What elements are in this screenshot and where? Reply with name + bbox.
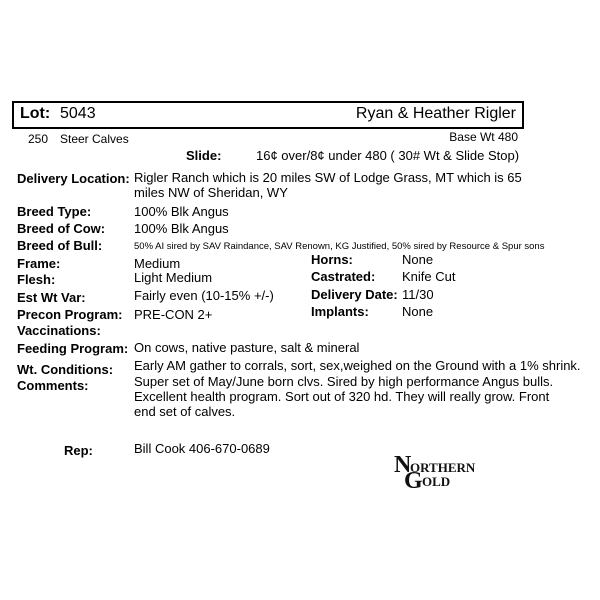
comments-label: Comments: xyxy=(17,378,89,393)
castrated-label: Castrated: xyxy=(311,269,376,284)
northern-gold-logo xyxy=(394,455,490,491)
lot-header-box xyxy=(12,101,524,129)
breed-of-bull-label: Breed of Bull: xyxy=(17,238,103,253)
est-wt-var-label: Est Wt Var: xyxy=(17,290,86,305)
base-weight: Base Wt 480 xyxy=(449,130,518,144)
cattle-description: Steer Calves xyxy=(60,132,129,146)
delivery-location-value: Rigler Ranch which is 20 miles SW of Lodge Grass, MT which is 65 miles NW of Sheridan, WY xyxy=(134,170,522,200)
breed-of-cow-label: Breed of Cow: xyxy=(17,221,106,236)
rep-label: Rep: xyxy=(64,443,93,458)
feeding-program-label: Feeding Program: xyxy=(17,341,129,356)
slide-value: 16¢ over/8¢ under 480 ( 30# Wt & Slide Stop) xyxy=(256,148,520,163)
head-count: 250 xyxy=(28,132,49,146)
rep-value: Bill Cook 406-670-0689 xyxy=(134,441,270,456)
logo-line2: OLD xyxy=(422,474,451,489)
precon-program-value: PRE-CON 2+ xyxy=(134,307,213,322)
logo-line1: ORTHERN xyxy=(410,460,476,475)
precon-program-label: Precon Program: xyxy=(17,307,123,322)
frame-value: Medium xyxy=(134,256,181,271)
logo-g-letter: G xyxy=(404,468,423,491)
frame-label: Frame: xyxy=(17,256,61,271)
seller-name: Ryan & Heather Rigler xyxy=(355,105,516,122)
delivery-date-label: Delivery Date: xyxy=(311,287,398,302)
flesh-value: Light Medium xyxy=(134,270,213,285)
breed-of-cow-value: 100% Blk Angus xyxy=(134,221,229,236)
vaccinations-label: Vaccinations: xyxy=(17,323,101,338)
wt-conditions-value: Early AM gather to corrals, sort, sex,weighed on the Ground with a 1% shrink. xyxy=(134,358,581,373)
breed-type-label: Breed Type: xyxy=(17,204,92,219)
horns-label: Horns: xyxy=(311,252,353,267)
castrated-value: Knife Cut xyxy=(402,269,456,284)
slide-label: Slide: xyxy=(186,148,222,163)
breed-type-value: 100% Blk Angus xyxy=(134,204,229,219)
lot-number: 5043 xyxy=(60,105,96,122)
logo-n-letter: N xyxy=(394,455,412,478)
horns-value: None xyxy=(402,252,434,267)
flesh-label: Flesh: xyxy=(17,272,56,287)
wt-conditions-label: Wt. Conditions: xyxy=(17,362,114,377)
delivery-location-label: Delivery Location: xyxy=(17,171,130,186)
delivery-date-value: 11/30 xyxy=(402,287,434,302)
implants-value: None xyxy=(402,304,434,319)
feeding-program-value: On cows, native pasture, salt & mineral xyxy=(134,340,360,355)
breed-of-bull-value: 50% AI sired by SAV Raindance, SAV Renown, KG Justified, 50% sired by Resource & Spur sons xyxy=(134,241,545,252)
implants-label: Implants: xyxy=(311,304,369,319)
comments-value: Super set of May/June born clvs. Sired by high performance Angus bulls. Excellent health program. Sort out of 320 hd. They will really grow. Front end set of calves. xyxy=(134,374,554,419)
lot-label: Lot: xyxy=(20,105,51,122)
est-wt-var-value: Fairly even (10-15% +/-) xyxy=(134,288,274,303)
